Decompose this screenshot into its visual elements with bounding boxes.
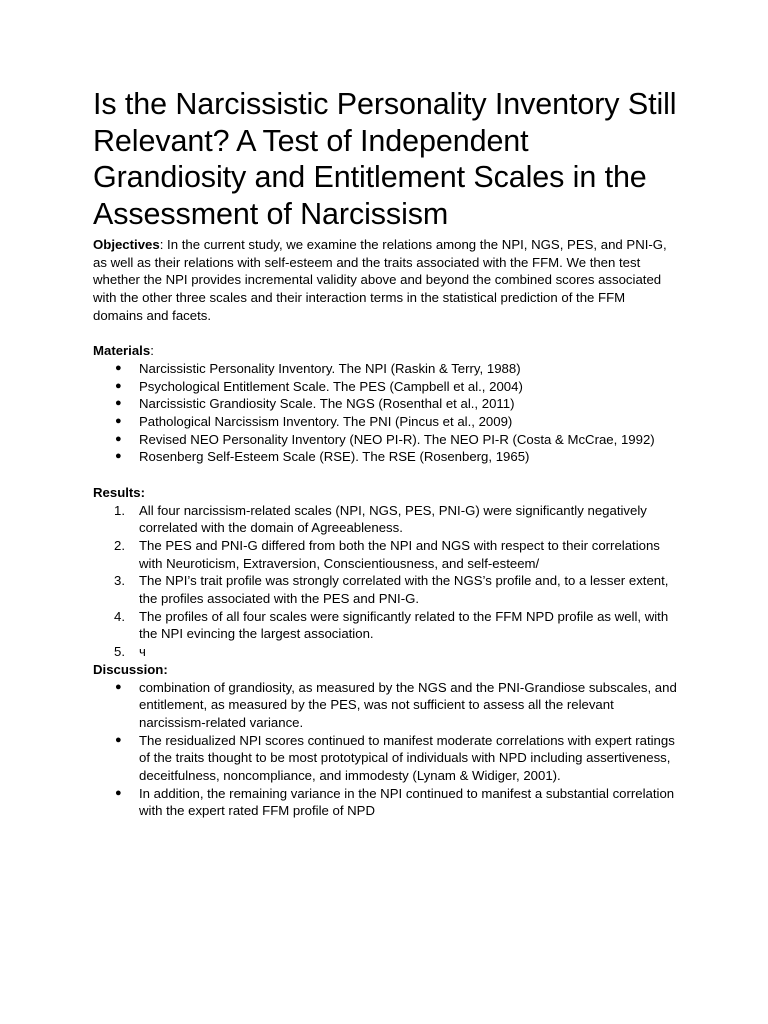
- list-item-text: Narcissistic Grandiosity Scale. The NGS (Rosenthal et al., 2011): [139, 396, 515, 412]
- list-item: [93, 360, 678, 378]
- list-item: [93, 431, 678, 449]
- list-item: [93, 608, 678, 643]
- list-item-text: Pathological Narcissism Inventory. The PNI (Pincus et al., 2009): [139, 414, 513, 430]
- bullet-marker: ●: [115, 415, 122, 428]
- objectives-text: : In the current study, we examine the relations among the NPI, NGS, PES, and PNI-G, as well as their relations with self-esteem and the traits associated with the FFM. We then test whether the NPI provides incremental validity above and beyond the combined scores associated with the other three scales and their interaction terms in the statistical prediction of the FFM domains and facets.: [93, 237, 667, 323]
- bullet-marker: ●: [115, 786, 122, 799]
- spacer: [93, 325, 678, 343]
- results-list: [93, 502, 678, 661]
- spacer: [93, 466, 678, 484]
- list-item-text: The NPI’s trait profile was strongly correlated with the NGS’s profile and, to a lesser extent, the profiles associated with the PES and PNI-G.: [139, 573, 669, 607]
- list-item: [93, 502, 678, 537]
- number-marker: 1.: [114, 502, 125, 518]
- list-item: [93, 679, 678, 732]
- list-item: [93, 785, 678, 820]
- document-page: [93, 86, 678, 820]
- discussion-list: [93, 679, 678, 821]
- number-marker: 5.: [114, 644, 125, 660]
- bullet-marker: ●: [115, 733, 122, 746]
- list-item-text: combination of grandiosity, as measured by the NGS and the PNI-Grandiose subscales, and entitlement, as measured by the PES, was not sufficient to assess all the relevant narcissism-related variance.: [139, 679, 677, 730]
- materials-list: [93, 360, 678, 466]
- materials-colon: :: [150, 343, 154, 359]
- materials-label: Materials: [93, 343, 151, 359]
- list-item-text: Narcissistic Personality Inventory. The NPI (Raskin & Terry, 1988): [139, 360, 521, 376]
- list-item-text: ч: [139, 644, 146, 660]
- number-marker: 4.: [114, 608, 125, 624]
- list-item: [93, 413, 678, 431]
- bullet-marker: ●: [115, 379, 122, 392]
- discussion-heading: Discussion:: [93, 661, 168, 677]
- list-item: [93, 537, 678, 572]
- list-item-text: The residualized NPI scores continued to manifest moderate correlations with expert ratings of the traits thought to be most prototypical of individuals with NPD including assertiveness, deceitfulness, noncompliance, and immodesty (Lynam & Widiger, 2001).: [139, 732, 675, 784]
- list-item-text: Psychological Entitlement Scale. The PES (Campbell et al., 2004): [139, 378, 523, 394]
- list-item-text: Revised NEO Personality Inventory (NEO PI-R). The NEO PI-R (Costa & McCrae, 1992): [139, 431, 655, 447]
- objectives-paragraph: [93, 236, 678, 325]
- list-item-text: All four narcissism-related scales (NPI, NGS, PES, PNI-G) were significantly negatively correlated with the domain of Agreeableness.: [139, 502, 647, 536]
- list-item: [93, 572, 678, 607]
- bullet-marker: ●: [115, 450, 122, 463]
- list-item-text: The profiles of all four scales were significantly related to the FFM NPD profile as well, with the NPI evincing the largest association.: [139, 608, 669, 642]
- bullet-marker: ●: [115, 397, 122, 410]
- objectives-label: Objectives: [93, 237, 160, 252]
- number-marker: 2.: [114, 537, 125, 553]
- list-item-text: Rosenberg Self-Esteem Scale (RSE). The RSE (Rosenberg, 1965): [139, 449, 530, 465]
- list-item-text: The PES and PNI-G differed from both the NPI and NGS with respect to their correlations with Neuroticism, Extraversion, Conscientiousness, and self-esteem/: [139, 537, 660, 571]
- document-title: Is the Narcissistic Personality Inventory Still Relevant? A Test of Independent Grandiosity and Entitlement Scales in the Assessment of Narcissism: [93, 87, 677, 231]
- materials-heading: [93, 342, 678, 360]
- results-heading: Results:: [93, 484, 146, 500]
- list-item-text: In addition, the remaining variance in the NPI continued to manifest a substantial correlation with the expert rated FFM profile of NPD: [139, 785, 675, 819]
- list-item: [93, 395, 678, 413]
- bullet-marker: ●: [115, 432, 122, 445]
- list-item: [93, 732, 678, 785]
- number-marker: 3.: [114, 573, 125, 589]
- list-item: [93, 643, 678, 661]
- bullet-marker: ●: [115, 361, 122, 374]
- list-item: [93, 378, 678, 396]
- list-item: [93, 448, 678, 466]
- bullet-marker: ●: [115, 680, 122, 693]
